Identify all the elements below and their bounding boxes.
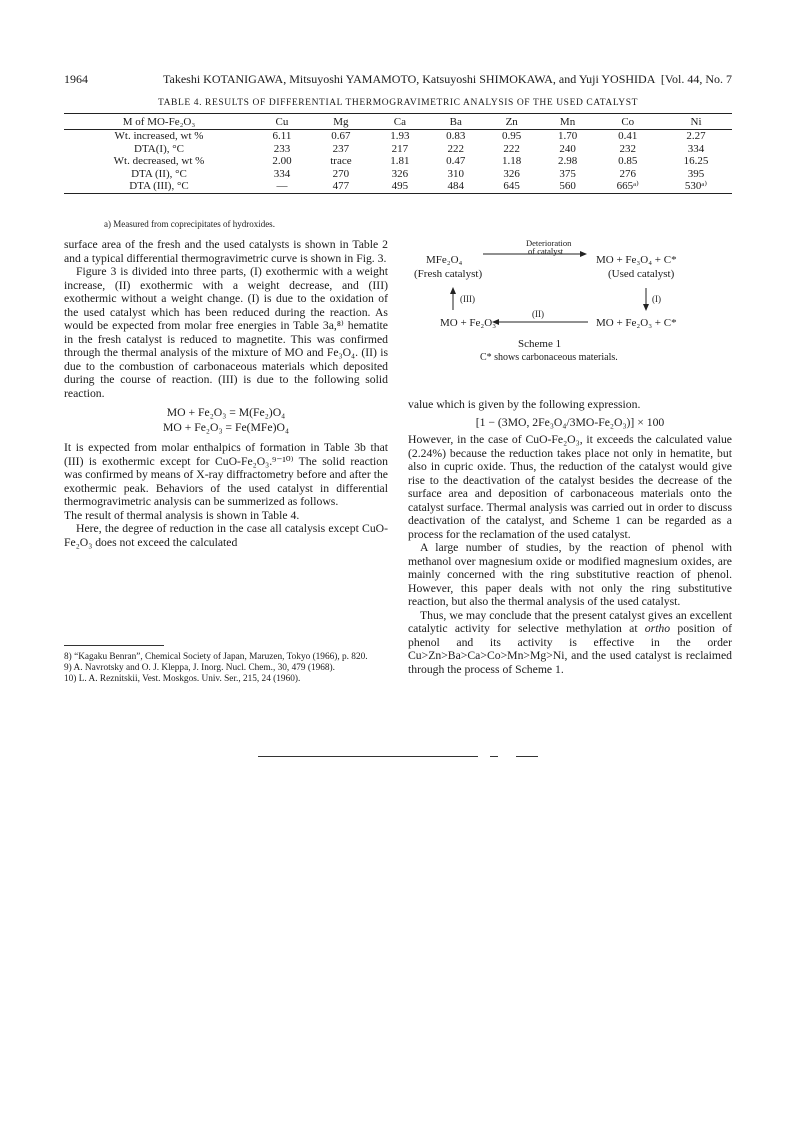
table-cell: 16.25 [683, 155, 709, 168]
table-cell: 222 [503, 142, 520, 155]
table-cell: 2.27 [686, 130, 706, 142]
table-cell: DTA (III), °C [64, 180, 254, 193]
table-cell: 0.47 [446, 155, 466, 168]
equation: MO + Fe₂O₃ = Fe(MFe)O₄ [162, 421, 290, 434]
table-cell: 270 [332, 167, 350, 180]
table-cell: 484 [428, 180, 484, 193]
paragraph: A large number of studies, by the reaction of phenol with methanol over magnesium oxide or modified magnesium oxides, are mainly concerned with the ring substitutive reaction of phenol. However, this paper deals with not only the ring substitutive reaction, but also the thermal analysis of the used catalyst. [408, 541, 732, 608]
text-span: position of phenol and its activity is effective in the order Cu>Zn>Ba>Ca>Co>Mn>Mg>Ni, and the used catalyst is reclaimed through the process of Scheme 1. [408, 622, 732, 676]
footnote: 10) L. A. Reznitskii, Vest. Moskgos. Univ. Ser., 215, 24 (1960). [64, 674, 301, 685]
scheme-left-formula: MO + Fe₂O₃ [440, 317, 497, 329]
table-row [64, 168, 732, 181]
table-footnote: a) Measured from coprecipitates of hydroxides. [104, 219, 275, 229]
table-cell: 645 [484, 180, 540, 193]
table-cell: 495 [372, 180, 428, 193]
scheme-fresh-formula: MFe₂O₄ [426, 254, 463, 266]
table-cell: DTA(I), °C [134, 142, 184, 155]
table-cell: Wt. increased, wt % [114, 130, 204, 142]
table-cell: Wt. decreased, wt % [113, 155, 205, 168]
table-cell: 232 [619, 142, 637, 155]
scheme-step-i: (I) [652, 294, 661, 304]
scheme-title: Scheme 1 [518, 338, 562, 350]
table-cell: 1.81 [390, 155, 410, 168]
table-cell: 1.18 [502, 155, 522, 168]
table-cell: 1.70 [557, 130, 578, 142]
table-cell: 310 [447, 167, 465, 180]
table-cell: 0.85 [618, 155, 638, 168]
table-header-cell: Ni [660, 114, 732, 130]
table-cell: 222 [447, 142, 465, 155]
table-cell: 240 [559, 142, 576, 155]
table-cell: trace [330, 155, 352, 168]
table-cell: 530ᵃ⁾ [660, 180, 732, 193]
table-header-cell: Co [596, 114, 661, 130]
table-row [64, 180, 732, 193]
paragraph: Figure 3 is divided into three parts, (I) exothermic with a weight increase, (II) exothermic with a weight decrease, and (III) exothermic without a weight change. (I) is due to the oxidation of the used catalyst which has been reduced during the reaction. As would be expected from molar free energies in Table 3a,⁸⁾ hematite in the fresh catalyst is reduced to magnetite. This was confirmed through the thermal analysis of the mixture of MO and Fe₃O₄. (II) is due to the combustion of carbonaceous materials which deposited during the course of reaction. (III) is due to the following solid reaction. [64, 265, 388, 400]
paragraph: surface area of the fresh and the used catalysts is shown in Table 2 and a typical differential thermogravimetric curve is shown in Fig. 3. [64, 238, 388, 265]
table-cell: 2.98 [557, 155, 578, 168]
table-cell: 375 [559, 167, 576, 180]
table-cell: 1.93 [390, 130, 410, 142]
footnote: 9) A. Navrotsky and O. J. Kleppa, J. Inorg. Nucl. Chem., 30, 479 (1968). [64, 663, 335, 674]
emphasis: ortho [644, 622, 671, 635]
scheme-fresh-label: (Fresh catalyst) [414, 268, 483, 280]
equation: MO + Fe₂O₃ = M(Fe₂)O₄ [166, 406, 286, 419]
equation-block [64, 405, 388, 435]
table-cell: 665ᵃ⁾ [596, 180, 661, 193]
paragraph: The result of thermal analysis is shown in Table 4. [64, 508, 300, 522]
scheme-note: C* shows carbonaceous materials. [480, 352, 618, 363]
footnote: 8) “Kagaku Benran”, Chemical Society of Japan, Maruzen, Tokyo (1966), p. 820. [64, 652, 368, 662]
header-authors: Takeshi KOTANIGAWA, Mitsuyoshi YAMAMOTO, Katsuyoshi SHIMOKAWA, and Yuji YOSHIDA [163, 72, 656, 86]
left-column [64, 238, 388, 549]
table-cell: 560 [540, 180, 596, 193]
header-volume: [Vol. 44, No. 7 [660, 72, 732, 86]
table-cell: 326 [503, 167, 520, 180]
page-number: 1964 [64, 72, 88, 86]
footnotes [64, 652, 388, 686]
paragraph [408, 609, 732, 677]
table-cell: 276 [619, 167, 637, 180]
table-cell: 237 [332, 142, 350, 155]
table-header-cell: Mn [540, 114, 596, 130]
table-header-cell: Mg [310, 114, 372, 130]
paragraph: value which is given by the following expression. [408, 398, 641, 411]
table-cell: 0.67 [331, 130, 351, 142]
table-cell: 334 [273, 167, 291, 180]
end-rule [258, 756, 538, 757]
table-header-cell: M of MO-Fe₂O₃ [64, 114, 254, 130]
table-header-cell: Ba [428, 114, 484, 130]
table-cell: 334 [687, 142, 705, 155]
paragraph: Here, the degree of reduction in the case all catalysis except CuO-Fe₂O₃ does not exceed the calculated [64, 522, 388, 549]
table-header-row [64, 114, 732, 130]
text-span: Thus, we may conclude that the present catalyst gives an excellent catalytic activity for selective methylation at [408, 608, 732, 635]
table-row [64, 130, 732, 143]
scheme-1 [408, 234, 732, 399]
table-cell: 233 [273, 142, 291, 155]
table-cell: 217 [391, 142, 409, 155]
scheme-label-deterioration: Deterioration [526, 238, 572, 248]
equation: [1 − (3MO, 2Fe₃O₄/3MO-Fe₂O₃)] × 100 [475, 415, 665, 429]
table-row [64, 155, 732, 168]
scheme-used-formula: MO + Fe₃O₄ + C* [596, 254, 677, 266]
table-4 [64, 113, 732, 194]
footnote-rule [64, 645, 164, 646]
table-cell: DTA (II), °C [131, 167, 187, 180]
right-column [408, 398, 732, 676]
scheme-used-label: (Used catalyst) [608, 268, 675, 280]
table-header-cell: Zn [484, 114, 540, 130]
table-cell: 395 [687, 167, 705, 180]
table-cell: 0.83 [446, 130, 466, 142]
scheme-label-of-catalyst: of catalyst [528, 246, 564, 256]
table-cell: 6.11 [272, 130, 292, 142]
table-cell: 2.00 [272, 155, 292, 168]
table-cell: 326 [391, 167, 409, 180]
paragraph: It is expected from molar enthalpics of formation in Table 3b that (III) is exothermic except for CuO-Fe₂O₃.⁹⁻¹⁰⁾ The solid reaction was confirmed by means of X-ray diffractometry before and after the exothermic peak. Behaviors of the used catalyst in differential thermogravimetric analysis can be summerized as follows. [64, 441, 388, 508]
scheme-step-iii: (III) [460, 294, 475, 304]
table-header-cell: Cu [254, 114, 310, 130]
table-header-cell: Ca [372, 114, 428, 130]
table-cell: 477 [310, 180, 372, 193]
table-cell: 0.41 [618, 130, 638, 142]
paragraph: However, in the case of CuO-Fe₂O₃, it exceeds the calculated value (2.24%) because the reduction takes place not only in hematite, but also in cupric oxide. Thus, the reduction of the catalyst would give rise to the deactivation of the catalyst besides the decrease of the surface area and deposition of carbonaceous materials onto the catalyst surface. Thermal analysis was carried out in order to discuss deactivation of the catalyst, and Scheme 1 can be regarded as a process for the reclamation of the used catalyst. [408, 433, 732, 541]
table-row [64, 143, 732, 156]
table-cell: — [254, 180, 310, 193]
table-cell: 0.95 [502, 130, 522, 142]
table-caption: TABLE 4. RESULTS OF DIFFERENTIAL THERMOGRAVIMETRIC ANALYSIS OF THE USED CATALYST [157, 98, 639, 108]
scheme-right-formula: MO + Fe₂O₃ + C* [596, 317, 677, 329]
scheme-step-ii: (II) [532, 309, 544, 319]
